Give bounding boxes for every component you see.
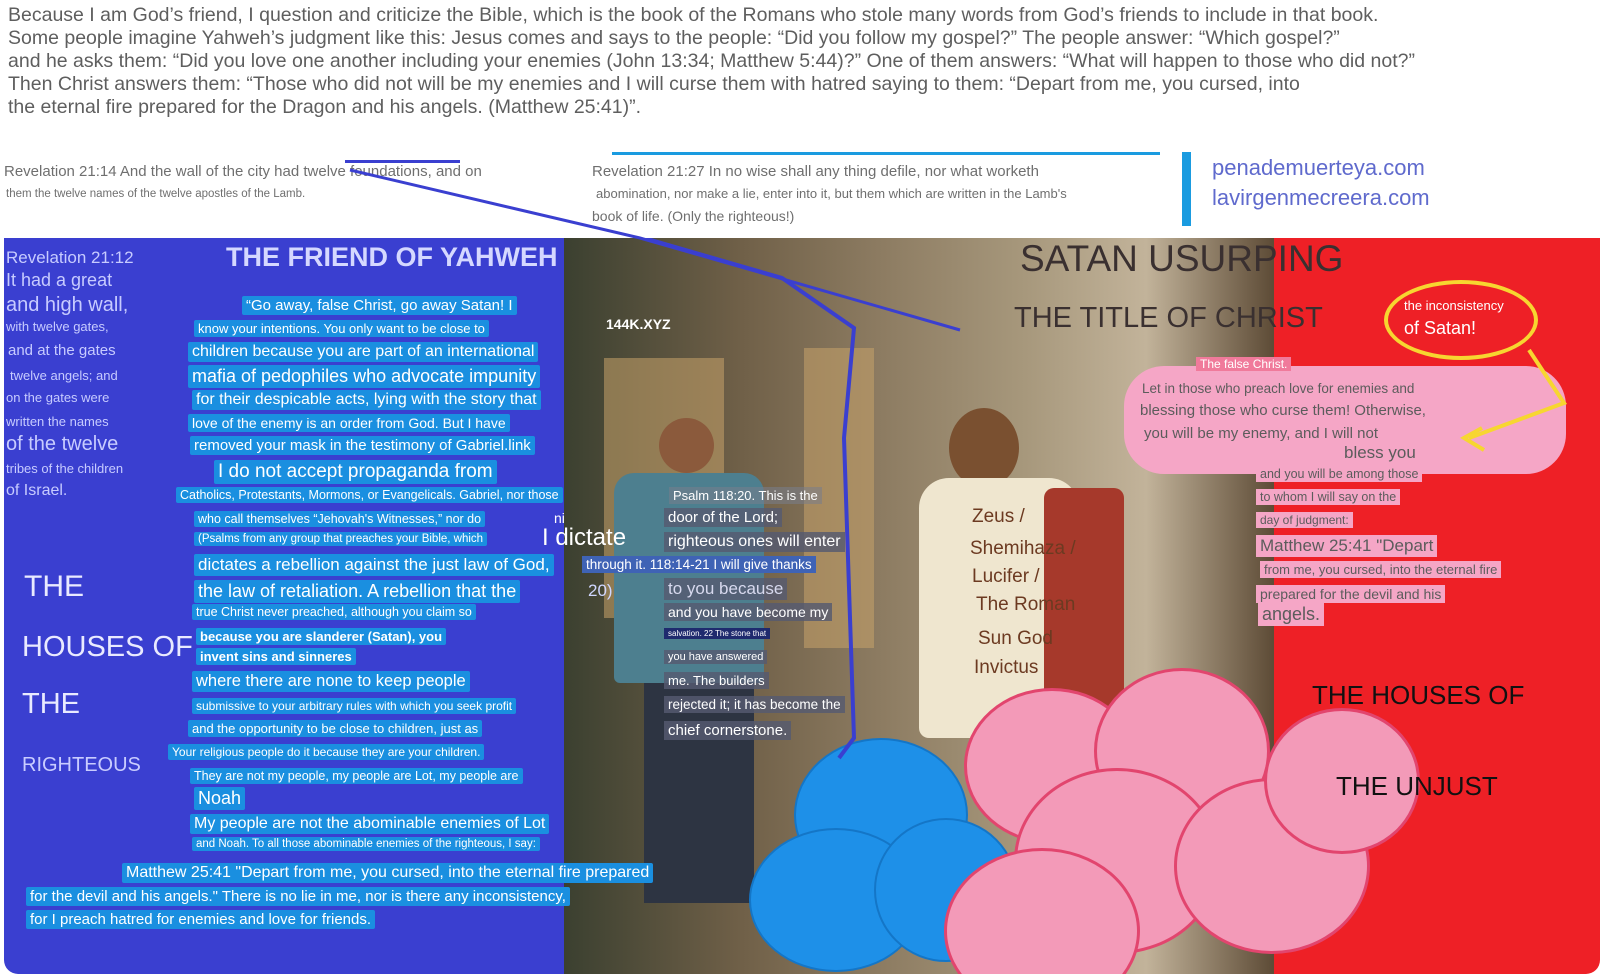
rev-21-12-line: Revelation 21:12 bbox=[6, 248, 134, 267]
rev-21-14-line2: them the twelve names of the twelve apostles of the Lamb. bbox=[6, 188, 306, 200]
false-speech-line: you will be my enemy, and I will not bbox=[1140, 424, 1382, 443]
speech-left-line: and the opportunity to be close to children, just as bbox=[188, 720, 482, 737]
speech-left-line: invent sins and sinneres bbox=[196, 648, 356, 665]
houses-righteous-line: HOUSES OF bbox=[22, 631, 193, 663]
psalm-line: you have answered bbox=[664, 650, 767, 664]
houses-unjust-line: THE UNJUST bbox=[1336, 771, 1498, 801]
rev-21-12-line: on the gates were bbox=[6, 390, 110, 405]
satan-title-line2: THE TITLE OF CHRIST bbox=[1014, 302, 1323, 334]
rev-21-12-line: and at the gates bbox=[8, 342, 116, 359]
false-speech-line: from me, you cursed, into the eternal fire bbox=[1260, 561, 1501, 578]
speech-left-line: for the devil and his angels." There is no lie in me, nor is there any inconsistency, bbox=[26, 887, 570, 906]
god-name: Lucifer / bbox=[972, 566, 1040, 587]
intro-line: Some people imagine Yahweh’s judgment like this: Jesus comes and says to the people: “Did you follow my gospel?” The people answer: “Which gospel?” bbox=[8, 27, 1340, 49]
yellow-arrow bbox=[1469, 350, 1564, 438]
connector-line bbox=[350, 170, 960, 330]
false-christ-label: The false Christ. bbox=[1196, 357, 1291, 371]
psalm-line: chief cornerstone. bbox=[664, 721, 791, 740]
speech-left-line: mafia of pedophiles who advocate impunity bbox=[188, 365, 540, 388]
site-label: 144K.XYZ bbox=[606, 316, 671, 332]
psalm-line: righteous ones will enter bbox=[664, 532, 845, 552]
houses-righteous-line: THE bbox=[22, 688, 80, 720]
false-speech-line: to whom I will say on the bbox=[1256, 489, 1400, 505]
yellow-arrowhead bbox=[1464, 428, 1484, 450]
houses-righteous-line: THE bbox=[24, 570, 84, 603]
psalm-line: me. The builders bbox=[664, 672, 769, 689]
rev-21-12-line: with twelve gates, bbox=[6, 319, 109, 334]
god-name: Zeus / bbox=[972, 506, 1025, 527]
speech-left-line: My people are not the abominable enemies of Lot bbox=[190, 814, 549, 834]
speech-left-line: children because you are part of an international bbox=[188, 342, 538, 362]
psalm-line: to you because bbox=[664, 578, 787, 600]
rev-21-27-line1: Revelation 21:27 In no wise shall any thing defile, nor what worketh bbox=[592, 163, 1039, 180]
speech-left-line: know your intentions. You only want to be close to bbox=[194, 320, 489, 337]
false-speech-line: bless you bbox=[1340, 442, 1420, 464]
rev-21-14-line1: Revelation 21:14 And the wall of the city had twelve foundations, and on bbox=[4, 163, 482, 180]
speech-left-line: “Go away, false Christ, go away Satan! I bbox=[242, 296, 517, 315]
false-speech-line: prepared for the devil and his bbox=[1256, 585, 1445, 603]
inconsistency-line1: the inconsistency bbox=[1404, 298, 1504, 313]
rev-21-12-line: tribes of the children bbox=[6, 461, 124, 476]
intro-line: and he asks them: “Did you love one another including your enemies (John 13:34; Matthew 5:44)?” One of them answers: “What will happen to those who did not?” bbox=[8, 50, 1415, 72]
collage-canvas bbox=[4, 238, 1600, 974]
speech-left-line: (Psalms from any group that preaches your Bible, which bbox=[194, 532, 487, 546]
speech-left-line: Matthew 25:41 "Depart from me, you cursed, into the eternal fire prepared bbox=[122, 863, 653, 883]
speech-left-line: dictates a rebellion against the just law of God, bbox=[194, 554, 554, 576]
psalm-line: through it. 118:14-21 I will give thanks bbox=[582, 556, 816, 573]
rev-21-27-line3: book of life. (Only the righteous!) bbox=[592, 208, 795, 224]
god-name: The Roman bbox=[976, 594, 1076, 615]
speech-left-line: They are not my people, my people are Lot, my people are bbox=[190, 768, 523, 784]
psalm-line: salvation. 22 The stone that bbox=[664, 628, 770, 639]
annotation-lines bbox=[4, 238, 1600, 974]
speech-left-line: because you are slanderer (Satan), you bbox=[196, 628, 446, 645]
fragment-dictate: I dictate bbox=[542, 524, 627, 551]
false-speech-line: day of judgment: bbox=[1256, 512, 1353, 528]
top-connector bbox=[0, 0, 1604, 340]
speech-left-line: for I preach hatred for enemies and love for friends. bbox=[26, 910, 375, 929]
intro-line: Then Christ answers them: “Those who did not will be my enemies and I will curse them with hatred saying to them: “Depart from me, you cursed, into bbox=[8, 73, 1300, 95]
fragment-ni: ni bbox=[554, 510, 565, 526]
false-speech-line: and you will be among those bbox=[1256, 466, 1422, 482]
speech-left-line: Your religious people do it because they are your children. bbox=[168, 744, 484, 760]
speech-left-line: for their despicable acts, lying with the story that bbox=[192, 390, 541, 410]
false-speech-line: blessing those who curse them! Otherwise, bbox=[1136, 401, 1430, 420]
speech-left-line: who call themselves “Jehovah's Witnesses,” nor do bbox=[194, 511, 485, 527]
rev-21-12-line: It had a great bbox=[6, 270, 113, 290]
false-speech-line: Matthew 25:41 "Depart bbox=[1256, 535, 1437, 557]
speech-left-line: I do not accept propaganda from bbox=[214, 460, 497, 484]
speech-left-line: and Noah. To all those abominable enemies of the righteous, I say: bbox=[192, 837, 540, 851]
speech-left-line: submissive to your arbitrary rules with which you seek profit bbox=[192, 698, 516, 714]
houses-unjust-line: THE HOUSES OF bbox=[1312, 680, 1525, 710]
link-lavirgenmecreera[interactable]: lavirgenmecreera.com bbox=[1212, 185, 1430, 210]
god-name: Sun God bbox=[978, 628, 1053, 649]
speech-left-line: where there are none to keep people bbox=[192, 671, 470, 692]
satan-title-line1: SATAN USURPING bbox=[1020, 238, 1344, 279]
inconsistency-line2: of Satan! bbox=[1404, 318, 1477, 338]
speech-left-line: love of the enemy is an order from God. But I have bbox=[188, 414, 510, 432]
houses-righteous-line: RIGHTEOUS bbox=[22, 754, 141, 776]
speech-left-line: Catholics, Protestants, Mormons, or Evangelicals. Gabriel, nor those bbox=[176, 487, 563, 503]
fragment-20: 20) bbox=[588, 581, 613, 600]
false-speech-line: Let in those who preach love for enemies and bbox=[1138, 380, 1418, 397]
rev-21-12-line: of Israel. bbox=[6, 482, 68, 499]
rev-21-12-line: and high wall, bbox=[6, 294, 129, 316]
rev-21-12-line: written the names bbox=[6, 414, 109, 429]
link-penademuerteya[interactable]: penademuerteya.com bbox=[1212, 155, 1425, 180]
speech-left-line: removed your mask in the testimony of Gabriel.link bbox=[190, 436, 535, 455]
psalm-line: rejected it; it has become the bbox=[664, 696, 845, 713]
rev-21-27-line2: abomination, nor make a lie, enter into it, but them which are written in the Lamb's bbox=[596, 186, 1067, 201]
friend-of-yahweh-title: THE FRIEND OF YAHWEH bbox=[226, 242, 558, 272]
intro-line: the eternal fire prepared for the Dragon and his angels. (Matthew 25:41)”. bbox=[8, 96, 642, 118]
rev-21-12-line: twelve angels; and bbox=[10, 368, 118, 383]
god-name: Shemihaza / bbox=[970, 538, 1076, 559]
intro-line: Because I am God’s friend, I question and criticize the Bible, which is the book of the Romans who stole many words from God’s friends to include in that book. bbox=[8, 4, 1379, 26]
speech-left-line: true Christ never preached, although you claim so bbox=[192, 604, 476, 620]
psalm-line: Psalm 118:20. This is the bbox=[669, 487, 822, 504]
false-speech-line: angels. bbox=[1258, 603, 1324, 626]
speech-left-line: Noah bbox=[194, 787, 245, 810]
rev-21-12-line: of the twelve bbox=[6, 433, 119, 455]
speech-left-line: the law of retaliation. A rebellion that the bbox=[194, 580, 520, 603]
psalm-line: and you have become my bbox=[664, 603, 832, 621]
god-name: Invictus bbox=[974, 657, 1039, 678]
psalm-line: door of the Lord; bbox=[664, 508, 782, 527]
